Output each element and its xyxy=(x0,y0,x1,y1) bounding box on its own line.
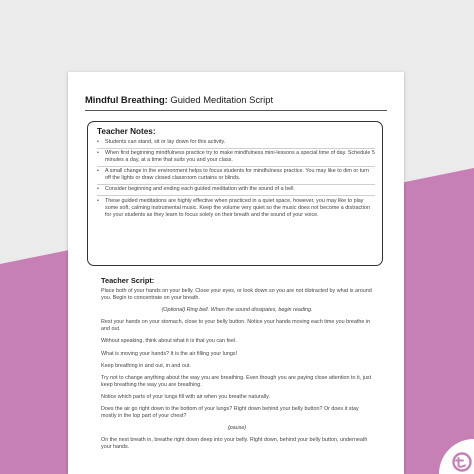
script-line: Notice which parts of your lungs fill with air when you breathe naturally. xyxy=(101,393,270,400)
note-divider xyxy=(97,184,375,185)
script-line: Rest your hands on your stomach, close to your belly button. Notice your hands moving each time you breathe in and out. xyxy=(101,319,371,333)
teacher-notes-box xyxy=(87,121,383,266)
note-item: • Consider beginning and ending each guided meditation with the sound of a bell. xyxy=(97,186,375,193)
note-item: • When first beginning mindfulness practice try to make mindfulness mini-lessons a special time of day. Schedule 5 minutes a day, at a time that suits you and your class. xyxy=(97,150,375,164)
brand-logo-icon xyxy=(439,439,474,474)
note-item: • A small change in the environment helps to focus students for mindfulness practice. You may like to dim or turn off the lights or draw closed classroom curtains or blinds. xyxy=(97,168,375,182)
title-rest: Guided Meditation Script xyxy=(167,94,274,105)
script-line: Without speaking, think about what it is that you can feel. xyxy=(101,338,237,345)
note-item: • These guided meditations are highly effective when practiced in a quiet space, however, you may like to play some soft, calming instrumental music. Keep the volume very quiet so the music does not become a distraction for your students as they learn to focus solely on their breath and the sound of your voice. xyxy=(97,198,375,219)
script-optional-note: (Optional) Ring bell. When the sound dissipates, begin reading. xyxy=(161,307,313,314)
title-bold: Mindful Breathing: xyxy=(85,94,168,105)
teacher-script-heading: Teacher Script: xyxy=(101,276,155,285)
script-line: Keep breathing in and out, in and out. xyxy=(101,362,191,369)
page-title xyxy=(85,94,273,105)
note-divider xyxy=(97,166,375,167)
title-divider xyxy=(85,110,387,111)
note-divider xyxy=(97,195,375,196)
script-intro: Place both of your hands on your belly. Close your eyes, or look down so you are not distracted by what is around you. Begin to concentrate on your breath. xyxy=(101,288,372,302)
worksheet-page xyxy=(68,72,404,474)
script-final: On the next breath in, breathe right down deep into your belly. Right down, behind your belly button, underneath your hands. xyxy=(101,437,368,451)
script-line: Try not to change anything about the way you are breathing. Even though you are paying close attention to it, just keep breathing the way you are breathing. xyxy=(101,374,372,388)
teacher-notes-heading: Teacher Notes: xyxy=(97,127,156,136)
script-line: What is moving your hands? It is the air filling your lungs! xyxy=(101,350,238,357)
note-divider xyxy=(97,148,375,149)
teacher-script-section xyxy=(101,276,373,457)
note-item: • Students can stand, sit or lay down for this activity. xyxy=(97,139,375,146)
script-pause: (pause) xyxy=(227,425,247,432)
script-line: Does the air go right down to the bottom of your lungs? Right down behind your belly button? Or does it stay mostly in the top part of your chest? xyxy=(101,406,359,420)
